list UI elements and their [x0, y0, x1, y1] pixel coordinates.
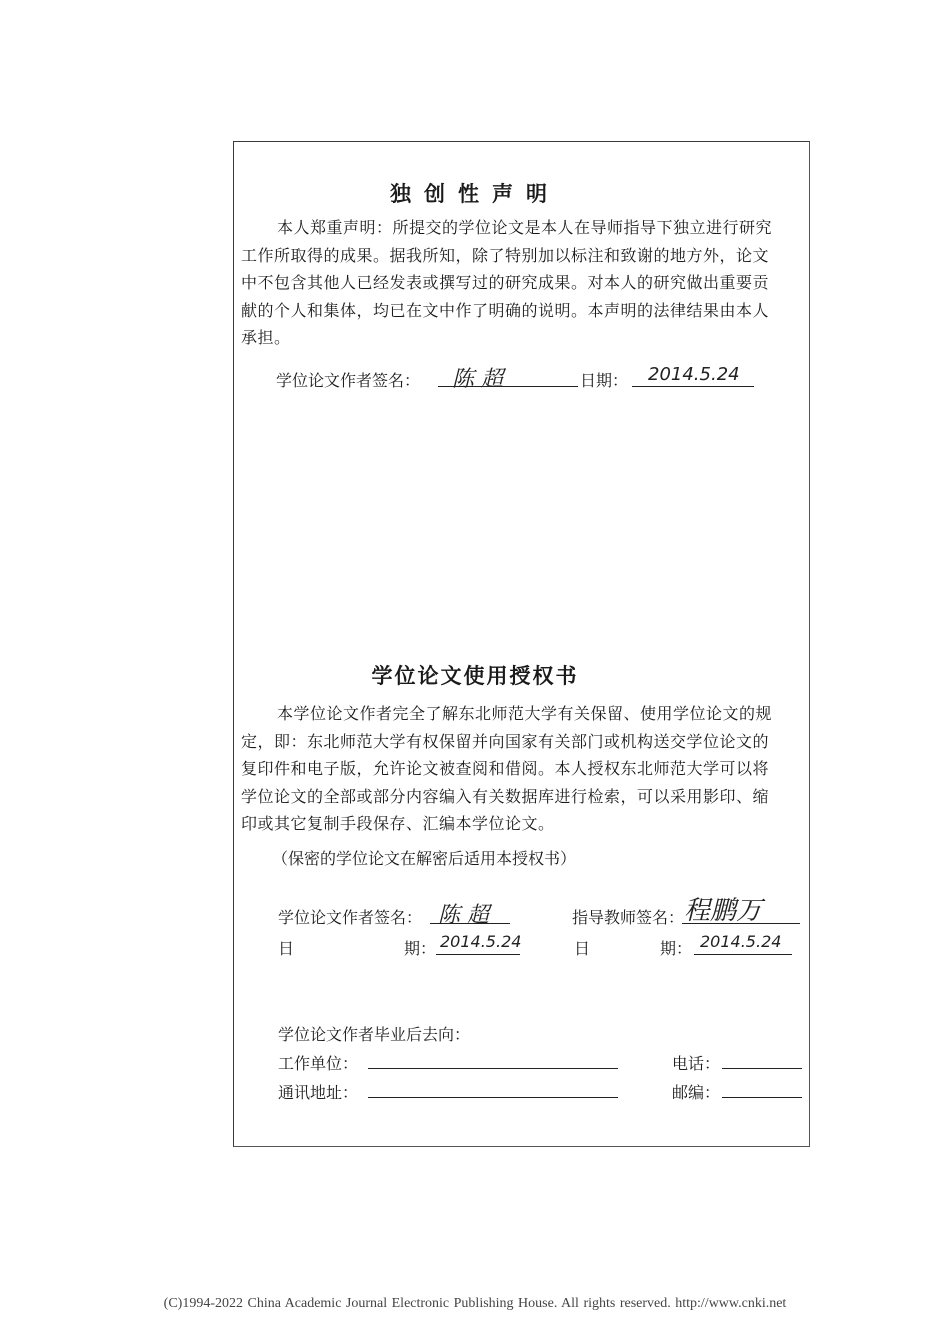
author-date-line — [436, 954, 520, 955]
authorization-author-signature-label: 学位论文作者签名： — [278, 908, 423, 927]
advisor-signature-label: 指导教师签名： — [572, 908, 685, 927]
advisor-date-line — [694, 954, 792, 955]
phone-line — [722, 1068, 802, 1069]
phone-label: 电话： — [672, 1054, 721, 1073]
authorization-line: 学位论文的全部或部分内容编入有关数据库进行检索，可以采用影印、缩 — [241, 786, 770, 806]
work-unit-label: 工作单位： — [278, 1054, 359, 1073]
author-date-label-left: 日 — [278, 939, 295, 958]
declaration-date-label: 日期： — [580, 371, 629, 390]
declaration-line: 承担。 — [241, 328, 291, 347]
declaration-body — [241, 214, 811, 352]
after-graduation-heading: 学位论文作者毕业后去向： — [278, 1025, 471, 1044]
declaration-line: 献的个人和集体，均已在文中作了明确的说明。本声明的法律结果由本人 — [241, 300, 770, 320]
declaration-title: 独创性声明 — [390, 181, 560, 206]
address-line — [368, 1097, 618, 1098]
authorization-line: 定，即：东北师范大学有权保留并向国家有关部门或机构送交学位论文的 — [241, 731, 770, 751]
authorization-author-signature: 陈 超 — [438, 903, 489, 928]
confidentiality-note: （保密的学位论文在解密后适用本授权书） — [272, 849, 577, 868]
address-label: 通讯地址： — [278, 1083, 359, 1102]
author-date-label-right: 期： — [404, 939, 437, 958]
advisor-signature: 程鹏万 — [684, 896, 763, 926]
postcode-label: 邮编： — [672, 1083, 721, 1102]
postcode-line — [722, 1097, 802, 1098]
advisor-date-label-left: 日 — [574, 939, 591, 958]
authorization-body — [241, 700, 811, 838]
advisor-date-label-right: 期： — [660, 939, 693, 958]
authorization-line: 本学位论文作者完全了解东北师范大学有关保留、使用学位论文的规 — [277, 704, 773, 723]
authorization-line: 复印件和电子版，允许论文被查阅和借阅。本人授权东北师范大学可以将 — [241, 759, 770, 778]
declaration-date-handwritten: 2014.5.24 — [648, 364, 740, 385]
declaration-line: 中不包含其他人已经发表或撰写过的研究成果。对本人的研究做出重要贡 — [241, 273, 770, 292]
authorization-title: 学位论文使用授权书 — [371, 664, 579, 688]
declaration-author-signature: 陈 超 — [452, 367, 503, 392]
declaration-date-line — [632, 386, 754, 387]
declaration-author-signature-label: 学位论文作者签名： — [276, 371, 421, 390]
work-unit-line — [368, 1068, 618, 1069]
copyright-footer: (C)1994-2022 China Academic Journal Electronic Publishing House. All rights reserved. http://www.cnki.net — [163, 1296, 787, 1311]
author-date-handwritten: 2014.5.24 — [440, 932, 522, 951]
advisor-date-handwritten: 2014.5.24 — [700, 932, 782, 951]
declaration-line: 本人郑重声明：所提交的学位论文是本人在导师指导下独立进行研究 — [277, 218, 773, 237]
declaration-line: 工作所取得的成果。据我所知，除了特别加以标注和致谢的地方外，论文 — [241, 245, 770, 265]
authorization-line: 印或其它复制手段保存、汇编本学位论文。 — [241, 814, 555, 833]
